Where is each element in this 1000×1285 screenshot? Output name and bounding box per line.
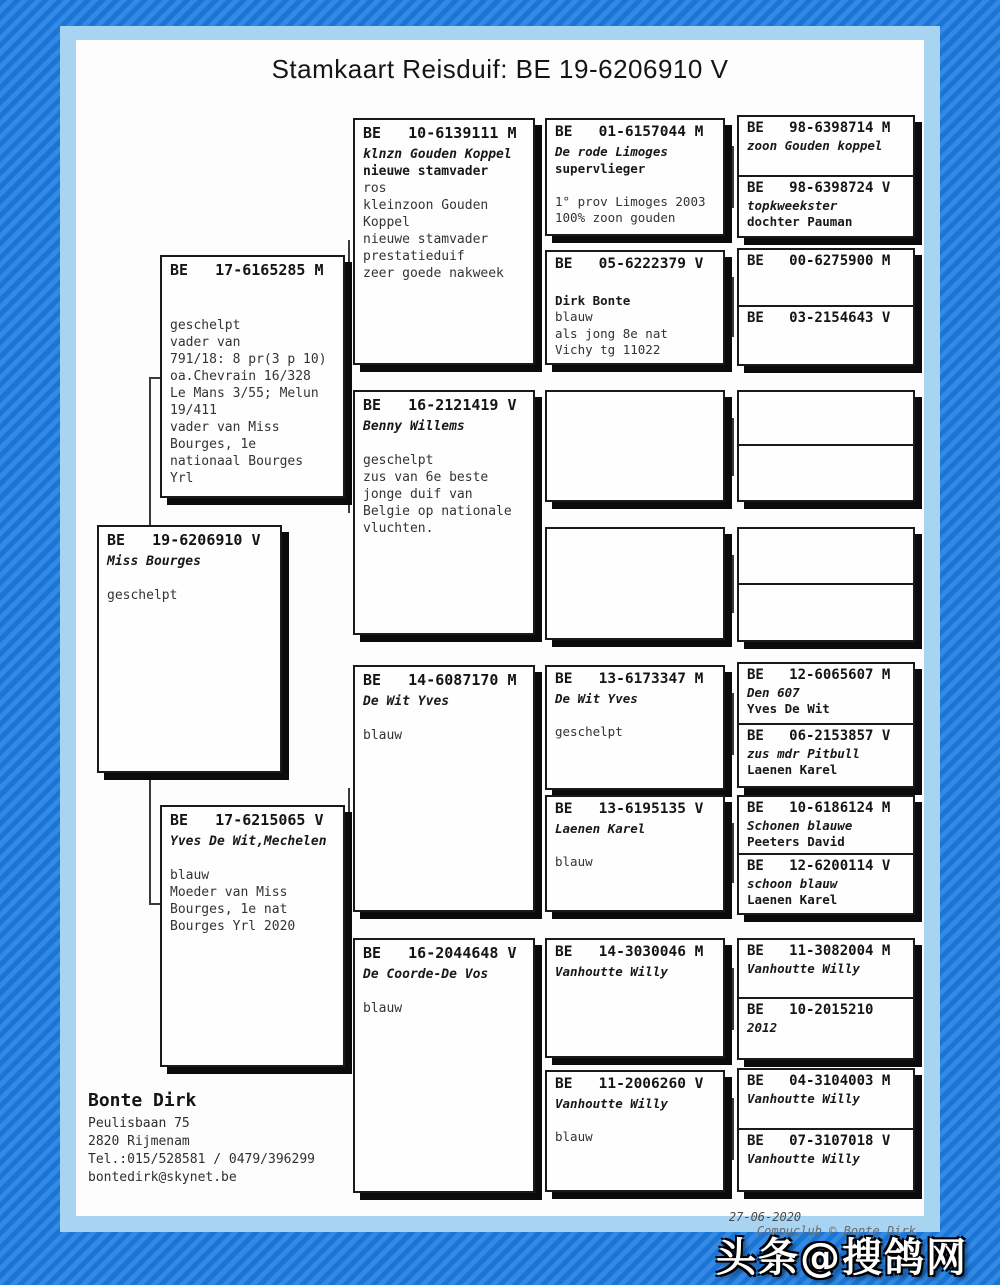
pedigree-line: geschelpt (107, 588, 178, 603)
pedigree-line: vader van Miss (170, 420, 280, 435)
watermark-text: 头条@搜鸽网 (716, 1235, 968, 1281)
ring-number: BE 17-6165285 M (170, 261, 324, 279)
pedigree-line: Benny Willems (363, 419, 465, 434)
pedigree-line: Miss Bourges (107, 554, 201, 569)
pedigree-line: Koppel (363, 215, 410, 230)
ring-number: BE 00-6275900 M (747, 253, 891, 269)
ring-number: BE 01-6157044 M (555, 124, 704, 140)
pedigree-box-subject (97, 525, 282, 773)
connector-g4-1-g5 (732, 146, 734, 208)
pedigree-line: dochter Pauman (747, 213, 853, 229)
pedigree-line: nieuwe stamvader (363, 164, 489, 179)
pedigree-box-g5-7a (739, 940, 913, 999)
print-date: 27-06-2020 (728, 1210, 802, 1224)
pedigree-box-g5-6a (739, 797, 913, 855)
box-body (747, 876, 905, 908)
connector-g4-3-g5 (732, 418, 734, 476)
ring-number: BE 14-3030046 M (555, 944, 704, 960)
pedigree-line: blauw (555, 1129, 593, 1144)
ring-number: BE 16-2121419 V (363, 396, 517, 414)
box-body (170, 283, 335, 487)
owner-address1: Peulisbaan 75 (88, 1116, 190, 1131)
owner-block (88, 1090, 315, 1187)
pedigree-box-g5-4b-empty (739, 585, 913, 641)
pedigree-line: vader van (170, 335, 241, 350)
pedigree-line: prestatieduif (363, 249, 465, 264)
box-body (555, 821, 715, 871)
box-body (363, 693, 525, 744)
ring-number: BE 04-3104003 M (747, 1073, 891, 1089)
connector-g3-3-g4 (540, 725, 542, 852)
box-body (747, 1151, 905, 1167)
pedigree-line: als jong 8e nat (555, 325, 668, 341)
box-body (555, 964, 715, 981)
box-body (555, 1096, 715, 1146)
pedigree-line: schoon blauw (747, 876, 838, 891)
box-body (747, 746, 905, 778)
pedigree-box-g5-3b-empty (739, 446, 913, 500)
pedigree-line: Dirk Bonte (555, 292, 631, 308)
ring-number: BE 10-6186124 M (747, 800, 891, 816)
pedigree-line (170, 300, 335, 317)
ring-number: BE 07-3107018 V (747, 1133, 891, 1149)
ring-number: BE 98-6398724 V (747, 179, 891, 196)
ring-number: BE 05-6222379 V (555, 256, 704, 272)
pedigree-line: De Wit Yves (363, 694, 450, 709)
pedigree-line (363, 710, 525, 727)
pedigree-box-g3-1 (353, 118, 535, 365)
pedigree-line: 2012 (747, 1020, 778, 1035)
print-credit: Compuclub © Bonte Dirk (756, 1224, 916, 1238)
connector-g4-7-g5 (732, 968, 734, 1030)
pedigree-pair-2 (737, 248, 915, 366)
connector-g4-2-g5 (732, 277, 734, 337)
pedigree-line: Den 607 (747, 685, 800, 700)
box-body (107, 553, 272, 604)
pedigree-line: Moeder van Miss (170, 885, 288, 900)
ring-number: BE 06-2153857 V (747, 728, 891, 744)
pedigree-line: zus mdr Pitbull (747, 746, 860, 761)
pedigree-box-g5-2a (739, 250, 913, 307)
pedigree-box-dam (160, 805, 345, 1067)
ring-number: BE 19-6206910 V (107, 531, 261, 549)
connector-g4-4-g5 (732, 555, 734, 613)
pedigree-line: blauw (555, 854, 593, 869)
box-body (747, 818, 905, 850)
pedigree-box-g4-3-empty (545, 390, 725, 502)
pedigree-pair-6 (737, 795, 915, 915)
pedigree-line (170, 283, 335, 300)
pedigree-line: Bourges Yrl 2020 (170, 919, 296, 934)
box-body (747, 961, 905, 977)
pedigree-line: nationaal Bourges (170, 454, 304, 469)
pedigree-line (555, 838, 715, 855)
connector-g4-5-g5 (732, 693, 734, 755)
ring-number: BE 98-6398714 M (747, 120, 891, 136)
pedigree-line: blauw (555, 309, 593, 324)
pedigree-line: Laenen Karel (747, 892, 838, 907)
pedigree-line: Vanhoutte Willy (747, 1091, 860, 1106)
pedigree-box-g4-4-empty (545, 527, 725, 640)
ring-number: BE 12-6065607 M (747, 667, 891, 683)
pedigree-line: Bourges, 1e (170, 437, 257, 452)
pedigree-line: 19/411 (170, 403, 217, 418)
box-body (363, 146, 525, 282)
connector-g3-4-g4 (540, 997, 542, 1129)
ring-number: BE 12-6200114 V (747, 858, 891, 874)
pedigree-line: 1° prov Limoges 2003 (555, 193, 706, 209)
pedigree-pair-7 (737, 938, 915, 1060)
pedigree-line: Le Mans 3/55; Melun (170, 386, 319, 401)
box-body (363, 418, 525, 537)
pedigree-line: blauw (363, 728, 403, 743)
pedigree-line: Peeters David (747, 834, 845, 849)
pedigree-line: oa.Chevrain 16/328 (170, 369, 311, 384)
pedigree-line: topkweekster (747, 197, 838, 213)
connector-dam-g3 (348, 788, 350, 1065)
pedigree-line (555, 177, 715, 194)
pedigree-box-g5-1a (739, 117, 913, 177)
ring-number: BE 13-6173347 M (555, 671, 704, 687)
pedigree-line: blauw (170, 868, 210, 883)
pedigree-line: Schonen blauwe (747, 818, 853, 833)
pedigree-line: Laenen Karel (555, 821, 646, 836)
pedigree-box-g4-6 (545, 795, 725, 912)
ring-number: BE 14-6087170 M (363, 671, 517, 689)
pedigree-line: kleinzoon Gouden (363, 198, 489, 213)
pedigree-line: Vanhoutte Willy (747, 961, 860, 976)
pedigree-line: Yrl (170, 471, 194, 486)
connector-g4-8-g5 (732, 1098, 734, 1160)
pedigree-line: De rode Limoges (555, 144, 668, 159)
owner-phone: Tel.:015/528581 / 0479/396299 (88, 1152, 315, 1167)
pedigree-line: 791/18: 8 pr(3 p 10) (170, 352, 327, 367)
pedigree-line: Laenen Karel (747, 762, 838, 777)
pedigree-line: vluchten. (363, 521, 434, 536)
connector-g4-6-g5 (732, 823, 734, 883)
box-body (747, 1091, 905, 1107)
pedigree-line: Vanhoutte Willy (747, 1151, 860, 1166)
owner-name: Bonte Dirk (88, 1090, 197, 1111)
pedigree-box-g5-8a (739, 1070, 913, 1130)
pedigree-line: jonge duif van (363, 487, 473, 502)
pedigree-line: De Coorde-De Vos (363, 967, 489, 982)
ring-number: BE 10-6139111 M (363, 124, 517, 142)
pedigree-line: zus van 6e beste (363, 470, 489, 485)
pedigree-line (555, 276, 715, 293)
box-body (363, 966, 525, 1017)
pedigree-line: zeer goede nakweek (363, 266, 504, 281)
ring-number: BE 11-2006260 V (555, 1076, 704, 1092)
pedigree-pair-3 (737, 390, 915, 502)
pedigree-box-g5-7b (739, 999, 913, 1058)
pedigree-line: Vichy tg 11022 (555, 342, 661, 357)
pedigree-line: geschelpt (170, 318, 241, 333)
pedigree-line: geschelpt (555, 724, 623, 739)
box-body (747, 685, 905, 717)
connector-g3-2-g4 (540, 446, 542, 583)
pedigree-box-g3-4 (353, 938, 535, 1193)
pedigree-line: geschelpt (363, 453, 434, 468)
ring-number: BE 13-6195135 V (555, 801, 704, 817)
ring-number: BE 17-6215065 V (170, 811, 324, 829)
box-body (747, 138, 905, 154)
pedigree-box-g5-5b (739, 725, 913, 786)
pedigree-pair-4 (737, 527, 915, 642)
pedigree-line: Vanhoutte Willy (555, 964, 668, 979)
pedigree-box-g3-2 (353, 390, 535, 635)
pedigree-box-g5-4a-empty (739, 529, 913, 585)
pedigree-line (363, 435, 525, 452)
pedigree-box-g4-1 (545, 118, 725, 236)
pedigree-box-g5-2b (739, 307, 913, 364)
pedigree-line: 100% zoon gouden (555, 210, 676, 225)
pedigree-line (170, 850, 335, 867)
pedigree-box-g5-6b (739, 855, 913, 913)
pedigree-line: nieuwe stamvader (363, 232, 489, 247)
pedigree-box-g4-2 (545, 250, 725, 365)
pedigree-line: klnzn Gouden Koppel (363, 147, 512, 162)
pedigree-line: Belgie op nationale (363, 504, 512, 519)
pedigree-line: zoon Gouden koppel (747, 138, 883, 153)
pedigree-line: Yves De Wit,Mechelen (170, 834, 327, 849)
box-body (555, 691, 715, 741)
pedigree-line (363, 983, 525, 1000)
owner-email: bontedirk@skynet.be (88, 1170, 237, 1185)
pedigree-box-g5-3a-empty (739, 392, 913, 446)
ring-number: BE 11-3082004 M (747, 943, 891, 959)
pedigree-box-g5-1b (739, 177, 913, 237)
pedigree-line (107, 570, 272, 587)
connector-g3-1-g4 (540, 177, 542, 307)
box-body (555, 144, 715, 227)
pedigree-line: De Wit Yves (555, 691, 638, 706)
pedigree-line (555, 708, 715, 725)
pedigree-pair-8 (737, 1068, 915, 1192)
pedigree-box-g4-5 (545, 665, 725, 790)
ring-number: BE 10-2015210 (747, 1002, 874, 1018)
pedigree-line: Bourges, 1e nat (170, 902, 288, 917)
box-body (747, 1020, 905, 1036)
pedigree-box-g5-8b (739, 1130, 913, 1190)
pedigree-line (555, 1113, 715, 1130)
box-body (170, 833, 335, 935)
pedigree-box-sire (160, 255, 345, 498)
pedigree-line: supervlieger (555, 160, 646, 176)
pedigree-line: Yves De Wit (747, 701, 830, 716)
ring-number: BE 03-2154643 V (747, 310, 891, 326)
ring-number: BE 16-2044648 V (363, 944, 517, 962)
pedigree-line: ros (363, 181, 387, 196)
owner-address2: 2820 Rijmenam (88, 1134, 190, 1149)
box-body (555, 276, 715, 359)
pedigree-box-g5-5a (739, 664, 913, 725)
page-title: Stamkaart Reisduif: BE 19-6206910 V (271, 54, 729, 84)
box-body (747, 198, 905, 230)
pedigree-box-g4-7 (545, 938, 725, 1058)
connector-sire-g3 (348, 240, 350, 513)
pedigree-line: Vanhoutte Willy (555, 1096, 668, 1111)
pedigree-line: blauw (363, 1001, 403, 1016)
pedigree-box-g4-8 (545, 1070, 725, 1192)
pedigree-pair-5 (737, 662, 915, 788)
pedigree-box-g3-3 (353, 665, 535, 912)
pedigree-pair-1 (737, 115, 915, 238)
